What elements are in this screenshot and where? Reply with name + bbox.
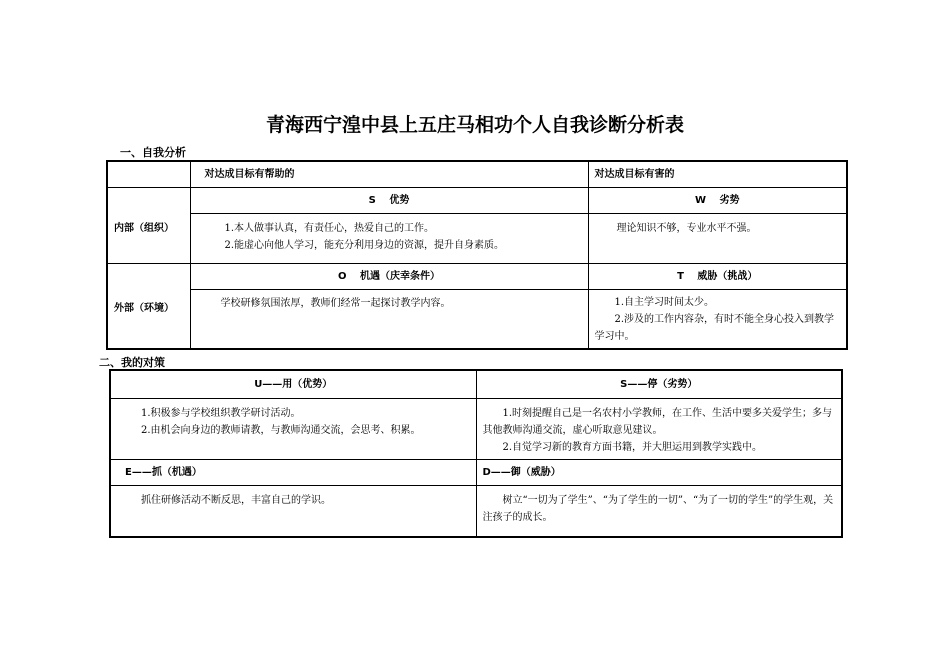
u-header: U——用（优势） [110,370,476,398]
strategy-table [109,369,843,538]
corner-cell [107,161,190,187]
threat-header: T 威胁（挑战） [588,263,847,289]
section-self-analysis-label: 一、自我分析 [120,146,186,159]
page-title: 青海西宁湟中县上五庄马相功个人自我诊断分析表 [265,114,684,136]
s-item: 2.自觉学习新的教育方面书籍，并大胆运用到教学实践中。 [502,441,763,453]
u-item: 2.由机会向身边的教师请教，与教师沟通交流，会思考、积累。 [141,424,421,436]
d-header: D——御（威胁） [476,459,842,485]
strength-item: 2.能虚心向他人学习，能充分利用身边的资源，提升自身素质。 [224,239,505,251]
e-items-cell [110,485,476,537]
strength-header: S 优势 [190,187,588,213]
internal-label: 内部（组织） [107,187,190,263]
d-item: 树立“一切为了学生”、“为了学生的一切”、“为了一切的学生”的学生观，关注孩子的成长。 [482,494,834,523]
opportunities-cell [190,289,588,349]
weaknesses-cell [588,213,847,263]
opportunity-header: O 机遇（庆幸条件） [190,263,588,289]
s-items-cell [476,398,842,459]
opportunity-item: 学校研修氛围浓厚，教师们经常一起探讨教学内容。 [220,297,451,309]
u-item: 1.积极参与学校组织教学研讨活动。 [141,407,301,419]
e-header: E——抓（机遇） [110,459,476,485]
swot-table [106,160,848,350]
external-label: 外部（环境） [107,263,190,349]
u-items-cell [110,398,476,459]
s-item: 1.时刻提醒自己是一名农村小学教师，在工作、生活中要多关爱学生；多与其他教师沟通交流，虚心听取意见建议。 [482,407,833,436]
strengths-cell [190,213,588,263]
e-item: 抓住研修活动不断反思，丰富自己的学识。 [141,494,331,506]
threat-item: 1.自主学习时间太少。 [614,296,715,308]
strength-item: 1.本人做事认真，有责任心，热爱自己的工作。 [224,222,435,234]
threats-cell [588,289,847,349]
weakness-item: 理论知识不够，专业水平不强。 [616,222,757,234]
section-strategy-label: 二、我的对策 [99,356,165,369]
col-harmful-header: 对达成目标有害的 [588,161,847,187]
d-items-cell [476,485,842,537]
s-header: S——停（劣势） [476,370,842,398]
col-helpful-header: 对达成目标有帮助的 [190,161,588,187]
weakness-header: W 劣势 [588,187,847,213]
threat-item: 2.涉及的工作内容杂，有时不能全身心投入到教学学习中。 [594,313,835,342]
